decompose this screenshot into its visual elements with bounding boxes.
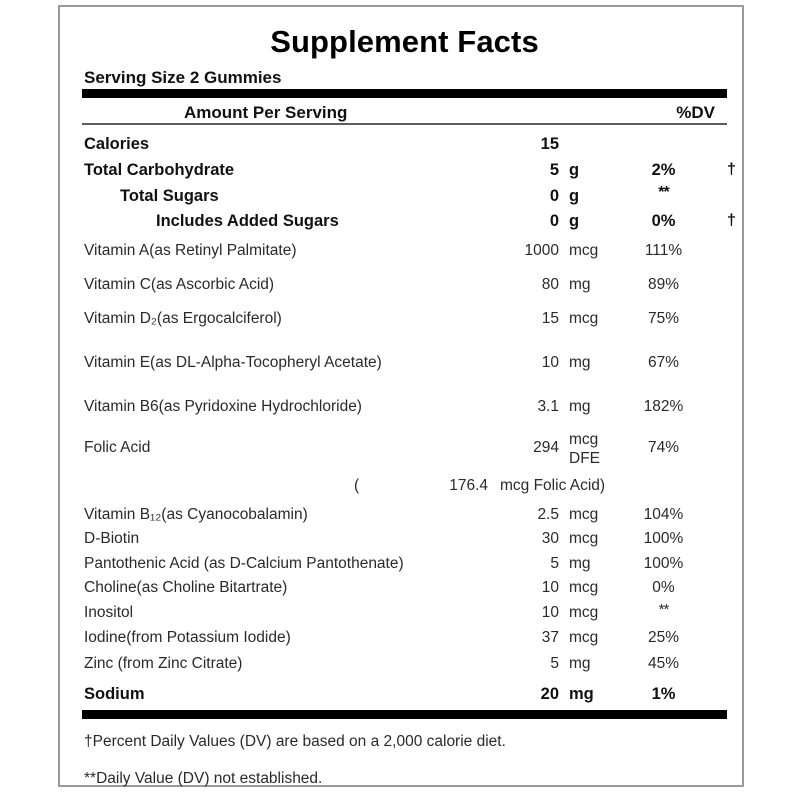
nutrient-row bbox=[82, 601, 727, 626]
divider-thick-bottom bbox=[82, 710, 727, 719]
nutrient-daily-value bbox=[612, 184, 715, 206]
nutrient-amount: 1000 bbox=[524, 242, 559, 259]
nutrient-unit: g bbox=[569, 187, 580, 205]
nutrient-name: Calories bbox=[84, 135, 150, 153]
nutrient-daily-value: 111% bbox=[644, 242, 683, 259]
nutrient-amount: 0 bbox=[549, 212, 559, 230]
nutrient-name: Vitamin A(as Retinyl Palmitate) bbox=[84, 242, 297, 259]
nutrient-name: Total Carbohydrate bbox=[84, 161, 235, 179]
nutrient-daily-value bbox=[612, 601, 715, 622]
nutrient-daily-value: 89% bbox=[647, 276, 680, 293]
nutrient-amount: 0 bbox=[549, 187, 559, 205]
nutrient-unit: mcg bbox=[569, 579, 599, 596]
nutrient-unit: mg bbox=[569, 685, 594, 703]
nutrient-row bbox=[82, 135, 727, 157]
double-asterisk-marker: ** bbox=[658, 184, 669, 201]
nutrient-name: Vitamin C(as Ascorbic Acid) bbox=[84, 276, 275, 293]
folic-acid-row bbox=[82, 431, 727, 467]
divider-thin-header bbox=[82, 123, 727, 125]
nutrient-unit: mg bbox=[569, 555, 591, 572]
nutrient-name: Total Sugars bbox=[120, 187, 219, 205]
nutrient-row bbox=[82, 555, 727, 577]
nutrient-row bbox=[82, 242, 727, 264]
nutrient-amount: 30 bbox=[541, 530, 559, 547]
nutrient-unit: mcg bbox=[569, 506, 599, 523]
nutrient-daily-value: 45% bbox=[647, 655, 680, 672]
nutrient-amount: 10 bbox=[541, 579, 559, 596]
nutrient-name: Zinc (from Zinc Citrate) bbox=[84, 655, 243, 672]
nutrient-unit: mcg bbox=[569, 629, 599, 646]
nutrient-unit: g bbox=[569, 212, 580, 230]
nutrient-daily-value: 75% bbox=[647, 310, 680, 327]
nutrient-daily-value: 100% bbox=[643, 555, 684, 572]
nutrient-row bbox=[82, 579, 727, 601]
nutrient-amount: 10 bbox=[541, 354, 559, 371]
nutrient-unit: mg bbox=[569, 276, 591, 293]
folic-acid-daily-value: 74% bbox=[647, 439, 680, 456]
nutrient-row bbox=[82, 629, 727, 651]
nutrient-daily-value: 0% bbox=[652, 579, 675, 596]
nutrient-daily-value: 100% bbox=[643, 530, 684, 547]
nutrient-daily-value: 1% bbox=[651, 685, 676, 703]
nutrient-amount: 5 bbox=[549, 161, 559, 179]
nutrient-row bbox=[82, 685, 727, 707]
footnote-marker: † bbox=[727, 212, 736, 229]
nutrient-row bbox=[82, 398, 727, 420]
nutrient-unit: mcg bbox=[569, 604, 599, 621]
folic-acid-amount: 294 bbox=[533, 439, 559, 456]
footnote-dagger: †Percent Daily Values (DV) are based on a 2,000 calorie diet. bbox=[84, 733, 506, 750]
nutrient-name: Iodine(from Potassium Iodide) bbox=[84, 629, 291, 646]
nutrient-name: Sodium bbox=[84, 685, 145, 703]
page-title: Supplement Facts bbox=[270, 24, 539, 59]
nutrient-unit: mcg bbox=[569, 242, 599, 259]
footnote-marker: † bbox=[727, 161, 736, 178]
nutrient-row bbox=[82, 161, 736, 183]
serving-size: Serving Size 2 Gummies bbox=[84, 68, 282, 87]
nutrient-unit: mcg bbox=[569, 530, 599, 547]
nutrient-amount: 80 bbox=[541, 276, 559, 293]
nutrient-row bbox=[82, 184, 727, 209]
nutrient-amount: 5 bbox=[550, 655, 559, 672]
folic-acid-unit bbox=[569, 430, 600, 468]
nutrient-name: D-Biotin bbox=[84, 530, 140, 547]
nutrient-amount: 15 bbox=[540, 135, 559, 153]
nutrient-daily-value: 67% bbox=[647, 354, 680, 371]
label-inner bbox=[82, 7, 736, 787]
nutrient-amount: 15 bbox=[541, 310, 559, 327]
folic-acid-paren-open: ( bbox=[354, 477, 360, 494]
amount-per-serving-header: Amount Per Serving bbox=[184, 103, 348, 122]
nutrient-name: Pantothenic Acid (as D-Calcium Pantothenate) bbox=[84, 555, 404, 572]
nutrient-row bbox=[82, 530, 727, 552]
nutrient-row bbox=[82, 506, 727, 528]
nutrient-name: Vitamin B6(as Pyridoxine Hydrochloride) bbox=[84, 398, 362, 415]
nutrient-amount: 37 bbox=[541, 629, 559, 646]
nutrient-amount: 2.5 bbox=[537, 506, 559, 523]
folic-acid-unit-line2: DFE bbox=[569, 450, 600, 467]
supplement-facts-panel bbox=[58, 5, 744, 787]
nutrient-unit: mg bbox=[569, 398, 591, 415]
nutrient-daily-value: 25% bbox=[647, 629, 680, 646]
folic-acid-paren-tail: mcg Folic Acid) bbox=[500, 477, 606, 494]
divider-thick-top bbox=[82, 89, 727, 98]
nutrient-row bbox=[82, 354, 727, 376]
nutrient-name: Inositol bbox=[84, 604, 134, 621]
nutrient-amount: 20 bbox=[540, 685, 559, 703]
nutrient-daily-value: 104% bbox=[643, 506, 684, 523]
nutrient-row bbox=[82, 276, 727, 298]
nutrient-row bbox=[82, 212, 736, 234]
nutrient-daily-value: 0% bbox=[651, 212, 676, 230]
percent-dv-header: %DV bbox=[676, 103, 715, 122]
nutrient-amount: 3.1 bbox=[537, 398, 559, 415]
nutrient-name: Vitamin B₁₂(as Cyanocobalamin) bbox=[84, 506, 308, 523]
nutrient-name: Vitamin D₂(as Ergocalciferol) bbox=[84, 310, 282, 327]
footnote-asterisk: **Daily Value (DV) not established. bbox=[84, 770, 323, 787]
folic-acid-paren-amount: 176.4 bbox=[449, 477, 488, 494]
nutrient-daily-value: 182% bbox=[643, 398, 684, 415]
nutrient-unit: g bbox=[569, 161, 580, 179]
nutrient-unit: mg bbox=[569, 655, 591, 672]
nutrient-unit: mg bbox=[569, 354, 591, 371]
nutrient-name: Vitamin E(as DL-Alpha-Tocopheryl Acetate) bbox=[84, 354, 382, 371]
nutrient-name: Includes Added Sugars bbox=[156, 212, 339, 230]
nutrient-row bbox=[82, 310, 727, 332]
nutrient-row bbox=[82, 655, 727, 677]
nutrient-name: Choline(as Choline Bitartrate) bbox=[84, 579, 288, 596]
double-asterisk-marker: ** bbox=[658, 601, 669, 618]
nutrient-unit: mcg bbox=[569, 310, 599, 327]
nutrient-amount: 5 bbox=[550, 555, 559, 572]
nutrient-amount: 10 bbox=[541, 604, 559, 621]
folic-acid-unit-line1: mcg bbox=[569, 431, 599, 448]
folic-acid-name: Folic Acid bbox=[84, 439, 151, 456]
folic-acid-parenthetical-row bbox=[82, 477, 727, 499]
nutrient-daily-value: 2% bbox=[651, 161, 676, 179]
